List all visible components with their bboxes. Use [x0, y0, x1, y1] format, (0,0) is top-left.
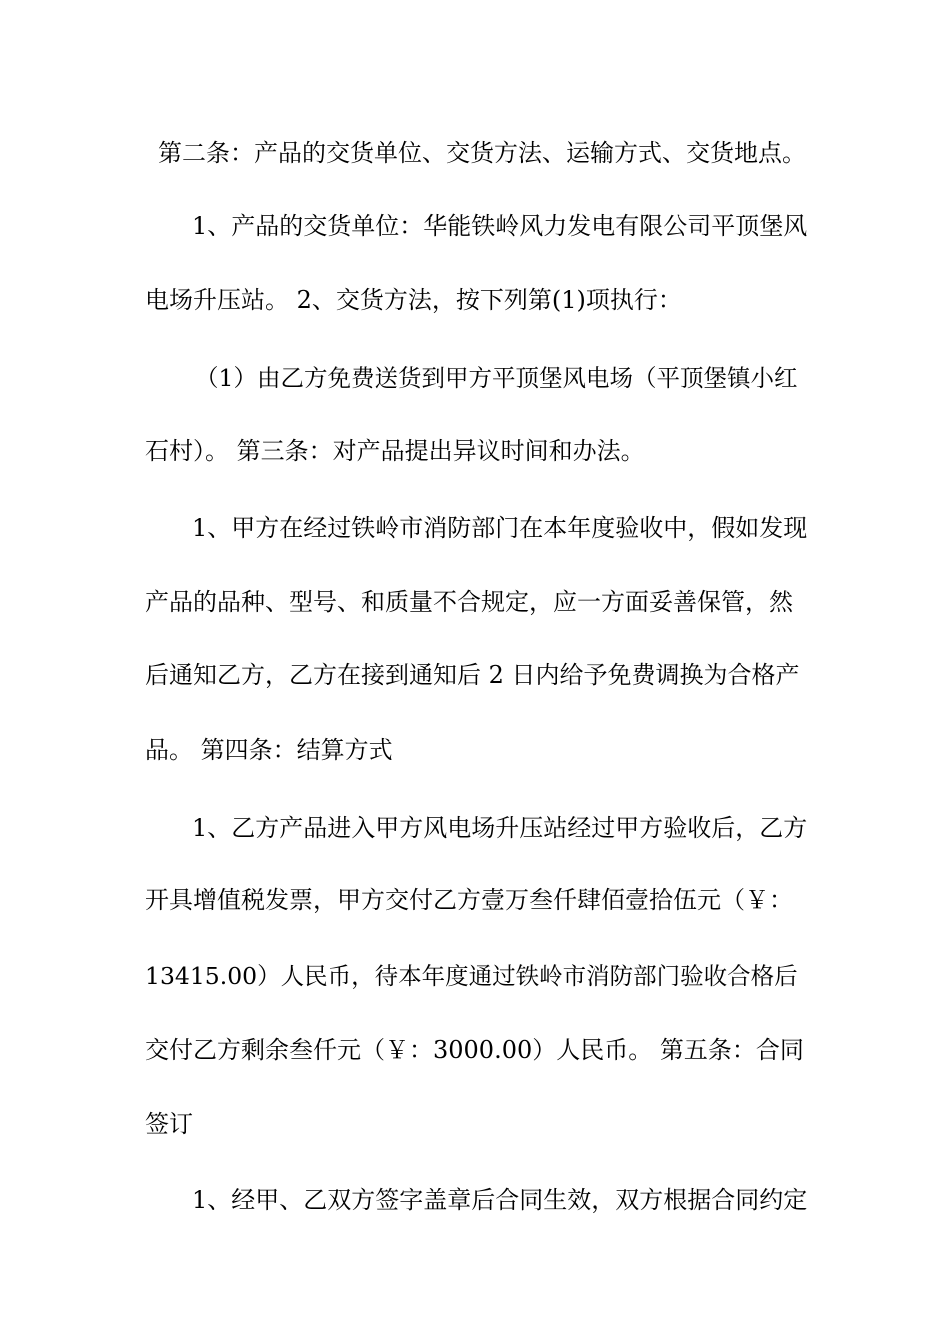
text-line: 1、甲方在经过铁岭市消防部门在本年度验收中，假如发现	[192, 514, 808, 542]
text-line: （1）由乙方免费送货到甲方平顶堡风电场（平顶堡镇小红	[195, 364, 798, 392]
text-line: 1、乙方产品进入甲方风电场升压站经过甲方验收后，乙方	[192, 814, 808, 842]
text-line: 产品的品种、型号、和质量不合规定，应一方面妥善保管，然	[145, 588, 793, 616]
text-line: 开具增值税发票，甲方交付乙方壹万叁仟肆佰壹拾伍元（￥：	[145, 886, 793, 914]
text-line: 交付乙方剩余叁仟元（￥：3000.00）人民币。 第五条：合同	[145, 1036, 804, 1064]
text-line: 石村）。 第三条：对产品提出异议时间和办法。	[145, 437, 645, 465]
text-line: 品。 第四条：结算方式	[145, 736, 393, 764]
text-line: 1、经甲、乙双方签字盖章后合同生效，双方根据合同约定	[192, 1186, 808, 1214]
text-line: 签订	[145, 1110, 193, 1138]
text-line: 电场升压站。 2、交货方法，按下列第(1)项执行：	[145, 286, 682, 314]
text-line: 后通知乙方，乙方在接到通知后 2 日内给予免费调换为合格产	[145, 661, 800, 689]
text-line: 第二条：产品的交货单位、交货方法、运输方式、交货地点。	[158, 139, 806, 167]
text-line: 1、产品的交货单位：华能铁岭风力发电有限公司平顶堡风	[192, 212, 808, 240]
text-line: 13415.00）人民币，待本年度通过铁岭市消防部门验收合格后	[145, 962, 798, 990]
